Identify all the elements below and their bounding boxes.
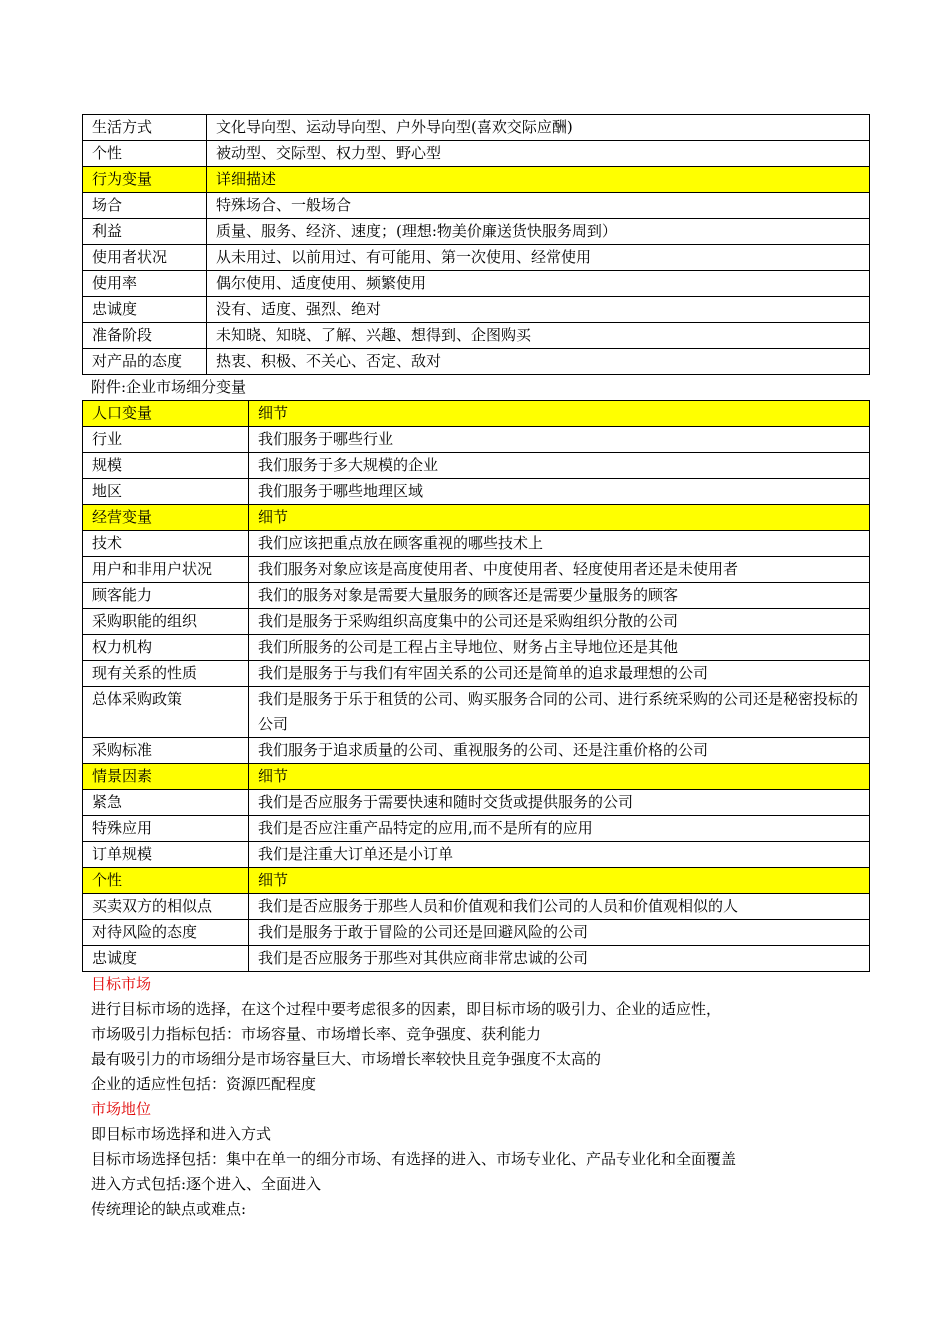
variable-label-cell: 订单规模 [83,842,249,868]
table-row [83,141,870,167]
variable-description-cell: 我们服务于哪些地理区域 [249,479,870,505]
variable-label-cell: 使用率 [83,271,207,297]
variable-label-cell: 人口变量 [83,401,249,427]
variable-description-cell: 我们服务对象应该是高度使用者、中度使用者、轻度使用者还是未使用者 [249,557,870,583]
paragraph: 市场吸引力指标包括：市场容量、市场增长率、竞争强度、获利能力 [91,1025,542,1043]
table-row [83,816,870,842]
table-row [83,661,870,687]
variable-label-cell: 采购职能的组织 [83,609,249,635]
table-row [83,271,870,297]
variable-label-cell: 权力机构 [83,635,249,661]
table2-caption: 附件:企业市场细分变量 [91,378,247,396]
table-row [83,297,870,323]
variable-description-cell: 细节 [249,505,870,531]
variable-label-cell: 买卖双方的相似点 [83,894,249,920]
table-header-row [83,764,870,790]
variable-description-cell: 我们是服务于敢于冒险的公司还是回避风险的公司 [249,920,870,946]
variable-label-cell: 个性 [83,868,249,894]
variable-label-cell: 特殊应用 [83,816,249,842]
variable-label-cell: 现有关系的性质 [83,661,249,687]
section-heading-target-market: 目标市场 [91,975,152,993]
table-row [83,193,870,219]
variable-description-cell: 我们所服务的公司是工程占主导地位、财务占主导地位还是其他 [249,635,870,661]
variable-description-cell: 细节 [249,401,870,427]
variable-description-cell: 被动型、交际型、权力型、野心型 [207,141,870,167]
table-row [83,115,870,141]
variable-description-cell: 我们是服务于与我们有牢固关系的公司还是简单的追求最理想的公司 [249,661,870,687]
paragraph: 即目标市场选择和进入方式 [91,1125,272,1143]
paragraph: 最有吸引力的市场细分是市场容量巨大、市场增长率较快且竞争强度不太高的 [91,1050,602,1068]
variable-description-cell: 我们的服务对象是需要大量服务的顾客还是需要少量服务的顾客 [249,583,870,609]
variable-label-cell: 忠诚度 [83,297,207,323]
variable-label-cell: 对产品的态度 [83,349,207,375]
table-row [83,323,870,349]
paragraph: 目标市场选择包括：集中在单一的细分市场、有选择的进入、市场专业化、产品专业化和全面覆盖 [91,1150,737,1168]
variable-description-cell: 细节 [249,868,870,894]
table-row [83,738,870,764]
table-row [83,479,870,505]
paragraph: 进入方式包括:逐个进入、全面进入 [91,1175,322,1193]
variable-label-cell: 利益 [83,219,207,245]
variable-label-cell: 个性 [83,141,207,167]
variable-label-cell: 忠诚度 [83,946,249,972]
business-segmentation-table [82,400,870,972]
variable-description-cell: 从未用过、以前用过、有可能用、第一次使用、经常使用 [207,245,870,271]
table-row [83,687,870,738]
table-row [83,349,870,375]
table-header-row [83,505,870,531]
table-row [83,920,870,946]
table-row [83,219,870,245]
table-row [83,557,870,583]
variable-label-cell: 顾客能力 [83,583,249,609]
variable-description-cell: 我们是否应服务于那些人员和价值观和我们公司的人员和价值观相似的人 [249,894,870,920]
variable-description-cell: 我们应该把重点放在顾客重视的哪些技术上 [249,531,870,557]
section-heading-market-position: 市场地位 [91,1100,152,1118]
table-row [83,842,870,868]
paragraph: 企业的适应性包括：资源匹配程度 [91,1075,317,1093]
variable-description-cell: 特殊场合、一般场合 [207,193,870,219]
variable-label-cell: 准备阶段 [83,323,207,349]
table-row [83,790,870,816]
table-header-row [83,868,870,894]
variable-description-cell: 我们服务于多大规模的企业 [249,453,870,479]
table-row [83,453,870,479]
document-page [82,114,870,1222]
table-row [83,635,870,661]
table-row [83,946,870,972]
variable-description-cell: 我们服务于哪些行业 [249,427,870,453]
paragraph: 传统理论的缺点或难点: [91,1200,247,1218]
variable-description-cell: 我们服务于追求质量的公司、重视服务的公司、还是注重价格的公司 [249,738,870,764]
variable-description-cell: 没有、适度、强烈、绝对 [207,297,870,323]
table-header-row [83,167,870,193]
table-row [83,583,870,609]
variable-description-cell: 热衷、积极、不关心、否定、敌对 [207,349,870,375]
variable-description-cell: 未知晓、知晓、了解、兴趣、想得到、企图购买 [207,323,870,349]
variable-label-cell: 总体采购政策 [83,687,249,738]
variable-label-cell: 技术 [83,531,249,557]
variable-label-cell: 地区 [83,479,249,505]
variable-label-cell: 采购标准 [83,738,249,764]
table-row [83,245,870,271]
variable-description-cell: 我们是否应服务于需要快速和随时交货或提供服务的公司 [249,790,870,816]
variable-description-cell: 质量、服务、经济、速度；(理想:物美价廉送货快服务周到） [207,219,870,245]
variable-description-cell: 文化导向型、运动导向型、户外导向型(喜欢交际应酬) [207,115,870,141]
variable-label-cell: 行为变量 [83,167,207,193]
table-row [83,531,870,557]
variable-label-cell: 紧急 [83,790,249,816]
table-row [83,894,870,920]
table-header-row [83,401,870,427]
variable-label-cell: 生活方式 [83,115,207,141]
variable-label-cell: 场合 [83,193,207,219]
variable-description-cell: 我们是服务于乐于租赁的公司、购买服务合同的公司、进行系统采购的公司还是秘密投标的公司 [249,687,870,738]
variable-label-cell: 行业 [83,427,249,453]
variable-label-cell: 使用者状况 [83,245,207,271]
variable-description-cell: 我们是注重大订单还是小订单 [249,842,870,868]
variable-description-cell: 详细描述 [207,167,870,193]
variable-label-cell: 对待风险的态度 [83,920,249,946]
variable-label-cell: 规模 [83,453,249,479]
variable-description-cell: 我们是服务于采购组织高度集中的公司还是采购组织分散的公司 [249,609,870,635]
paragraph: 进行目标市场的选择，在这个过程中要考虑很多的因素，即目标市场的吸引力、企业的适应性， [91,1000,722,1018]
variable-label-cell: 用户和非用户状况 [83,557,249,583]
variable-description-cell: 细节 [249,764,870,790]
variable-label-cell: 经营变量 [83,505,249,531]
consumer-segmentation-table [82,114,870,375]
variable-label-cell: 情景因素 [83,764,249,790]
variable-description-cell: 我们是否应服务于那些对其供应商非常忠诚的公司 [249,946,870,972]
variable-description-cell: 偶尔使用、适度使用、频繁使用 [207,271,870,297]
table-row [83,609,870,635]
variable-description-cell: 我们是否应注重产品特定的应用,而不是所有的应用 [249,816,870,842]
table-row [83,427,870,453]
